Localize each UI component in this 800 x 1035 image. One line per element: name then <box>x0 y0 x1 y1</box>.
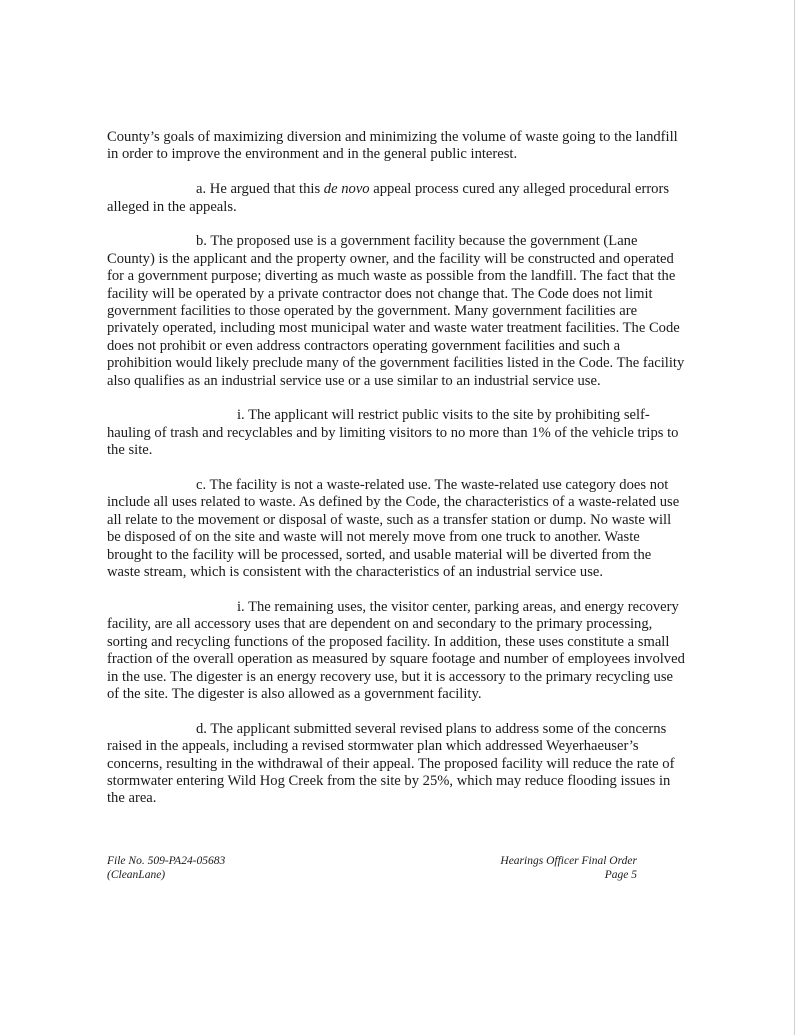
paragraph-a-emphasis: de novo <box>323 181 370 198</box>
paragraph-b: b. The proposed use is a government facility because the government (Lane County) is the applicant and the property owner, and the facility will be constructed and operated for a government purpose; diverting as much waste as possible from the landfill. The fact that the facility will be operated by a private contractor does not change that. The Code does not limit government facilities to those operated by the government. Many government facilities are privately operated, including most municipal water and waste water treatment facilities. The Code does not prohibit or even address contractors operating government facilities and such a prohibition would likely preclude many of the government facilities listed in the Code. The facility also qualifies as an industrial service use or a use similar to an industrial service use. <box>107 233 685 389</box>
document-body <box>107 129 685 825</box>
paragraph-b-i: i. The applicant will restrict public visits to the site by prohibiting self-hauling of trash and recyclables and by limiting visitors to no more than 1% of the vehicle trips to the site. <box>107 407 679 459</box>
footer-right <box>500 855 637 882</box>
footer-file-number: File No. 509-PA24-05683 <box>107 855 226 867</box>
paragraph-a-text-2: appeal process cured any alleged procedural errors alleged in the appeals. <box>107 181 670 215</box>
footer-project-name: (CleanLane) <box>107 868 166 881</box>
paragraph-continuation: County’s goals of maximizing diversion and minimizing the volume of waste going to the landfill in order to improve the environment and in the general public interest. <box>107 129 678 163</box>
footer-left <box>107 855 225 882</box>
paragraph-d: d. The applicant submitted several revised plans to address some of the concerns raised in the appeals, including a revised stormwater plan which addressed Weyerhaeuser’s concerns, resulting in the withdrawal of their appeal. The proposed facility will reduce the rate of stormwater entering Wild Hog Creek from the site by 25%, which may reduce flooding issues in the area. <box>107 720 675 807</box>
page-edge-line <box>794 0 795 1035</box>
footer-order-title: Hearings Officer Final Order <box>500 855 637 867</box>
paragraph-c-i: i. The remaining uses, the visitor center, parking areas, and energy recovery facility, are all accessory uses that are dependent on and secondary to the primary processing, sorting and recycling functions of the proposed facility. In addition, these uses constitute a small fraction of the overall operation as measured by square footage and number of employees involved in the use. The digester is an energy recovery use, but it is accessory to the primary recycling use of the site. The digester is also allowed as a government facility. <box>107 598 685 702</box>
paragraph-a-text-1: a. He argued that this <box>196 181 324 198</box>
paragraph-c: c. The facility is not a waste-related use. The waste-related use category does not include all uses related to waste. As defined by the Code, the characteristics of a waste-related use all relate to the movement or disposal of waste, such as a transfer station or dump. No waste will be disposed of on the site and waste will not merely move from one truck to another. Waste brought to the facility will be processed, sorted, and usable material will be diverted from the waste stream, which is consistent with the characteristics of an industrial service use. <box>107 477 680 581</box>
paragraph-a <box>107 181 685 216</box>
footer-page-number: Page 5 <box>604 868 637 881</box>
